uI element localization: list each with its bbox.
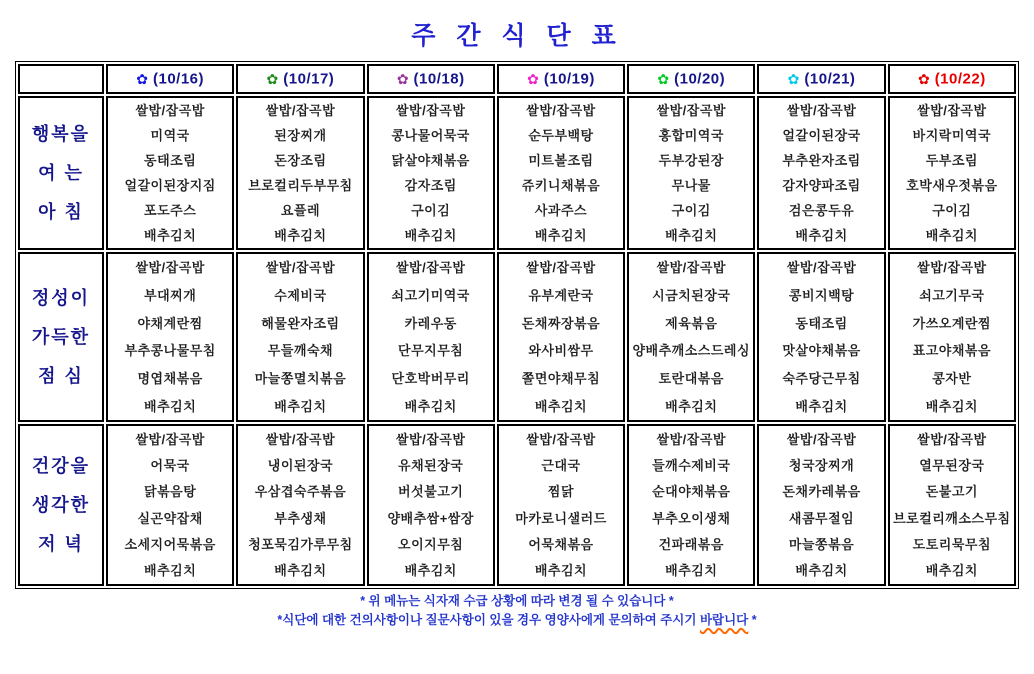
menu-item: 쌀밥/잡곡밥 (526, 260, 596, 276)
menu-cell-lunch-day5 (757, 252, 885, 422)
menu-item: 오이지무침 (398, 536, 464, 552)
menu-item: 쌀밥/잡곡밥 (135, 431, 205, 447)
menu-item: 배추김치 (534, 563, 588, 579)
day-clipart-icon: ✿ (787, 70, 800, 87)
menu-item: 실곤약잡채 (137, 510, 203, 526)
day-header-1017 (236, 64, 364, 94)
menu-item: 제육볶음 (665, 315, 718, 331)
menu-item: 배추김치 (534, 228, 588, 243)
menu-item: 유채된장국 (398, 457, 464, 473)
menu-item: 배추김치 (925, 563, 978, 579)
menu-item: 배추김치 (404, 228, 457, 243)
day-clipart-icon: ✿ (136, 70, 148, 87)
meal-label-breakfast (18, 96, 104, 250)
menu-item: 배추김치 (795, 228, 848, 243)
menu-cell-lunch-day2 (367, 252, 495, 422)
meal-label-lunch (18, 252, 104, 422)
day-header-1021 (757, 64, 885, 94)
menu-item: 돈채짜장볶음 (521, 315, 601, 331)
day-date: (10/20) (674, 70, 726, 88)
menu-item: 배추김치 (925, 228, 978, 243)
menu-item: 양배추쌈+쌈장 (387, 510, 474, 526)
menu-item: 미트볼조림 (528, 153, 594, 168)
footer-note-2 (0, 612, 1034, 628)
menu-item: 감자양파조림 (782, 178, 861, 193)
menu-cell-lunch-day0 (106, 252, 234, 422)
menu-item: 배추김치 (274, 398, 327, 414)
menu-item: 버섯불고기 (398, 484, 464, 500)
day-clipart-icon: ✿ (396, 70, 409, 87)
menu-item: 건파래볶음 (658, 536, 724, 552)
meal-label-dinner (18, 424, 104, 586)
menu-item: 배추김치 (665, 398, 718, 414)
menu-item: 배추김치 (144, 228, 197, 243)
menu-item: 마늘쫑볶음 (788, 536, 855, 552)
menu-item: 검은콩두유 (788, 203, 855, 218)
meal-label-line: 행복을 (31, 124, 91, 144)
day-header-row (18, 64, 1016, 94)
menu-item: 쇠고기미역국 (391, 287, 470, 303)
day-header-1020 (627, 64, 755, 94)
day-date: (10/18) (413, 70, 465, 88)
menu-item: 부대찌개 (144, 287, 197, 303)
menu-item: 배추김치 (534, 398, 588, 414)
menu-item: 배추김치 (925, 398, 978, 414)
menu-item: 쌀밥/잡곡밥 (135, 260, 205, 276)
menu-item: 닭볶음탕 (144, 484, 197, 500)
meal-row-breakfast (18, 96, 1016, 250)
menu-item: 유부계란국 (528, 287, 594, 303)
menu-cell-lunch-day6 (888, 252, 1016, 422)
corner-cell (18, 64, 104, 94)
menu-item: 무들깨숙채 (267, 343, 334, 359)
menu-cell-dinner-day3 (497, 424, 625, 586)
day-date: (10/16) (152, 70, 205, 88)
meal-label-line: 생각한 (31, 495, 91, 515)
menu-item: 수제비국 (274, 287, 327, 303)
day-date: (10/19) (543, 70, 595, 88)
day-date: (10/22) (934, 70, 986, 88)
menu-cell-breakfast-day4 (627, 96, 755, 250)
menu-item: 쌀밥/잡곡밥 (786, 431, 857, 447)
menu-cell-lunch-day1 (236, 252, 364, 422)
menu-item: 콩나물어묵국 (391, 128, 470, 143)
menu-item: 홍합미역국 (658, 128, 724, 143)
menu-item: 브로컬리두부무침 (248, 178, 353, 193)
menu-cell-breakfast-day1 (236, 96, 364, 250)
day-header-1016 (106, 64, 234, 94)
menu-item: 들깨수제비국 (652, 457, 731, 473)
menu-item: 쫄면야채무침 (521, 370, 601, 386)
menu-item: 어묵채볶음 (528, 536, 594, 552)
menu-item: 배추김치 (274, 228, 327, 243)
menu-item: 닭살야채볶음 (391, 153, 470, 168)
meal-label-line: 가득한 (31, 327, 91, 347)
menu-item: 가쓰오계란찜 (912, 315, 992, 331)
menu-item: 쌀밥/잡곡밥 (656, 260, 726, 276)
menu-item: 단호박버무리 (391, 370, 470, 386)
menu-item: 배추김치 (144, 398, 197, 414)
menu-cell-dinner-day1 (236, 424, 364, 586)
menu-item: 열무된장국 (919, 457, 985, 473)
menu-item: 된장찌개 (274, 128, 327, 143)
menu-item: 사과주스 (534, 203, 588, 218)
menu-item: 배추김치 (795, 398, 848, 414)
menu-item: 부추생채 (274, 510, 327, 526)
menu-item: 우삼겹숙주볶음 (254, 484, 347, 500)
day-clipart-icon: ✿ (266, 70, 279, 87)
menu-item: 쌀밥/잡곡밥 (656, 103, 726, 118)
footer-note-1: * 위 메뉴는 식자재 수급 상황에 따라 변경 될 수 있습니다 * (360, 594, 674, 608)
menu-cell-breakfast-day2 (367, 96, 495, 250)
menu-item: 구이김 (932, 203, 972, 218)
day-clipart-icon: ✿ (657, 70, 670, 87)
menu-item: 토란대볶음 (658, 370, 724, 386)
menu-item: 소세지어묵볶음 (124, 536, 216, 552)
menu-item: 돈장조림 (274, 153, 327, 168)
menu-cell-breakfast-day6 (888, 96, 1016, 250)
footer-note-2-text: *식단에 대한 건의사항이나 질문사항이 있을 경우 영양사에게 문의하여 주시기 (277, 613, 700, 628)
footer-notes (0, 593, 1034, 629)
day-header-1022 (888, 64, 1016, 94)
meal-label-line: 건강을 (31, 456, 91, 476)
menu-item: 새콤무절임 (788, 510, 855, 526)
menu-item: 부추오이생채 (652, 510, 731, 526)
footer-note-2-spellcheck-word: 바랍니다 (699, 613, 749, 628)
menu-item: 와사비쌈무 (528, 343, 594, 359)
menu-item: 해물완자조림 (261, 315, 340, 331)
menu-item: 쌀밥/잡곡밥 (396, 431, 466, 447)
menu-item: 맛살야채볶음 (782, 343, 861, 359)
menu-item: 청국장찌개 (788, 457, 855, 473)
footer-note-2-suffix: * (748, 613, 757, 628)
menu-item: 두부조림 (925, 153, 978, 168)
day-date: (10/17) (283, 70, 335, 88)
menu-item: 쌀밥/잡곡밥 (917, 431, 987, 447)
menu-item: 쥬키니채볶음 (521, 178, 601, 193)
menu-item: 쌀밥/잡곡밥 (656, 431, 726, 447)
menu-item: 미역국 (150, 128, 190, 143)
menu-cell-dinner-day4 (627, 424, 755, 586)
menu-item: 배추김치 (795, 563, 848, 579)
menu-item: 찜닭 (547, 484, 575, 500)
menu-item: 배추김치 (404, 398, 457, 414)
menu-item: 표고야채볶음 (912, 343, 992, 359)
menu-item: 쌀밥/잡곡밥 (526, 103, 596, 118)
menu-cell-breakfast-day3 (497, 96, 625, 250)
weekly-menu-page (0, 16, 1034, 629)
menu-item: 호박새우젓볶음 (906, 178, 998, 193)
day-header-1019 (497, 64, 625, 94)
day-clipart-icon: ✿ (917, 70, 930, 87)
day-clipart-icon: ✿ (527, 70, 539, 87)
menu-item: 어묵국 (150, 457, 190, 473)
menu-item: 콩비지백탕 (788, 287, 855, 303)
meal-label-line: 정성이 (31, 288, 91, 308)
menu-item: 얼갈이된장지짐 (124, 178, 216, 193)
menu-item: 쌀밥/잡곡밥 (786, 103, 857, 118)
menu-cell-breakfast-day5 (757, 96, 885, 250)
menu-item: 쌀밥/잡곡밥 (265, 103, 336, 118)
menu-item: 마카로니샐러드 (515, 510, 607, 526)
weekly-menu-table (15, 61, 1019, 589)
menu-cell-lunch-day3 (497, 252, 625, 422)
menu-item: 카레우동 (404, 315, 457, 331)
menu-item: 배추김치 (144, 563, 197, 579)
menu-item: 동태조림 (144, 153, 197, 168)
menu-item: 포도주스 (144, 203, 197, 218)
menu-item: 청포묵김가루무침 (248, 536, 353, 552)
menu-item: 콩자반 (932, 370, 972, 386)
menu-item: 두부강된장 (658, 153, 724, 168)
menu-item: 쌀밥/잡곡밥 (396, 260, 466, 276)
meal-label-line: 아 침 (38, 202, 84, 222)
menu-item: 돈채카레볶음 (782, 484, 861, 500)
menu-item: 배추김치 (404, 563, 457, 579)
menu-item: 순두부백탕 (528, 128, 594, 143)
day-date: (10/21) (804, 70, 856, 88)
menu-item: 쌀밥/잡곡밥 (917, 103, 987, 118)
menu-item: 냉이된장국 (267, 457, 334, 473)
menu-item: 돈불고기 (925, 484, 978, 500)
menu-item: 숙주당근무침 (782, 370, 861, 386)
meal-label-line: 저 녁 (38, 534, 84, 554)
menu-cell-dinner-day0 (106, 424, 234, 586)
menu-item: 쌀밥/잡곡밥 (396, 103, 466, 118)
menu-item: 구이김 (411, 203, 451, 218)
menu-item: 배추김치 (665, 563, 718, 579)
menu-item: 쇠고기무국 (919, 287, 985, 303)
menu-item: 시금치된장국 (652, 287, 731, 303)
menu-item: 쌀밥/잡곡밥 (526, 431, 596, 447)
meal-label-line: 여 는 (38, 163, 84, 183)
menu-item: 야채계란찜 (137, 315, 203, 331)
menu-item: 단무지무침 (398, 343, 464, 359)
menu-item: 부추완자조림 (782, 153, 861, 168)
menu-item: 근대국 (541, 457, 581, 473)
menu-item: 쌀밥/잡곡밥 (135, 103, 205, 118)
menu-item: 브로컬리깨소스무침 (893, 510, 1011, 526)
menu-item: 구이김 (671, 203, 711, 218)
menu-item: 바지락미역국 (912, 128, 992, 143)
menu-item: 순대야채볶음 (652, 484, 731, 500)
menu-item: 쌀밥/잡곡밥 (786, 260, 857, 276)
menu-item: 요플레 (280, 203, 321, 218)
menu-cell-lunch-day4 (627, 252, 755, 422)
menu-item: 부추콩나물무침 (124, 343, 216, 359)
menu-item: 양배추깨소스드레싱 (632, 343, 751, 359)
menu-cell-dinner-day5 (757, 424, 885, 586)
menu-item: 쌀밥/잡곡밥 (265, 260, 336, 276)
menu-cell-breakfast-day0 (106, 96, 234, 250)
menu-item: 배추김치 (274, 563, 327, 579)
menu-item: 마늘쫑멸치볶음 (254, 370, 347, 386)
meal-label-line: 점 심 (38, 366, 84, 386)
meal-row-dinner (18, 424, 1016, 586)
menu-item: 감자조림 (404, 178, 457, 193)
menu-item: 쌀밥/잡곡밥 (265, 431, 336, 447)
page-title: 주 간 식 단 표 (411, 22, 623, 50)
menu-item: 동태조림 (795, 315, 848, 331)
menu-item: 쌀밥/잡곡밥 (917, 260, 987, 276)
meal-row-lunch (18, 252, 1016, 422)
menu-item: 무나물 (671, 178, 711, 193)
menu-cell-dinner-day6 (888, 424, 1016, 586)
day-header-1018 (367, 64, 495, 94)
menu-item: 도토리묵무침 (912, 536, 992, 552)
menu-item: 얼갈이된장국 (782, 128, 861, 143)
menu-item: 배추김치 (665, 228, 718, 243)
menu-item: 명엽채볶음 (137, 370, 203, 386)
menu-cell-dinner-day2 (367, 424, 495, 586)
